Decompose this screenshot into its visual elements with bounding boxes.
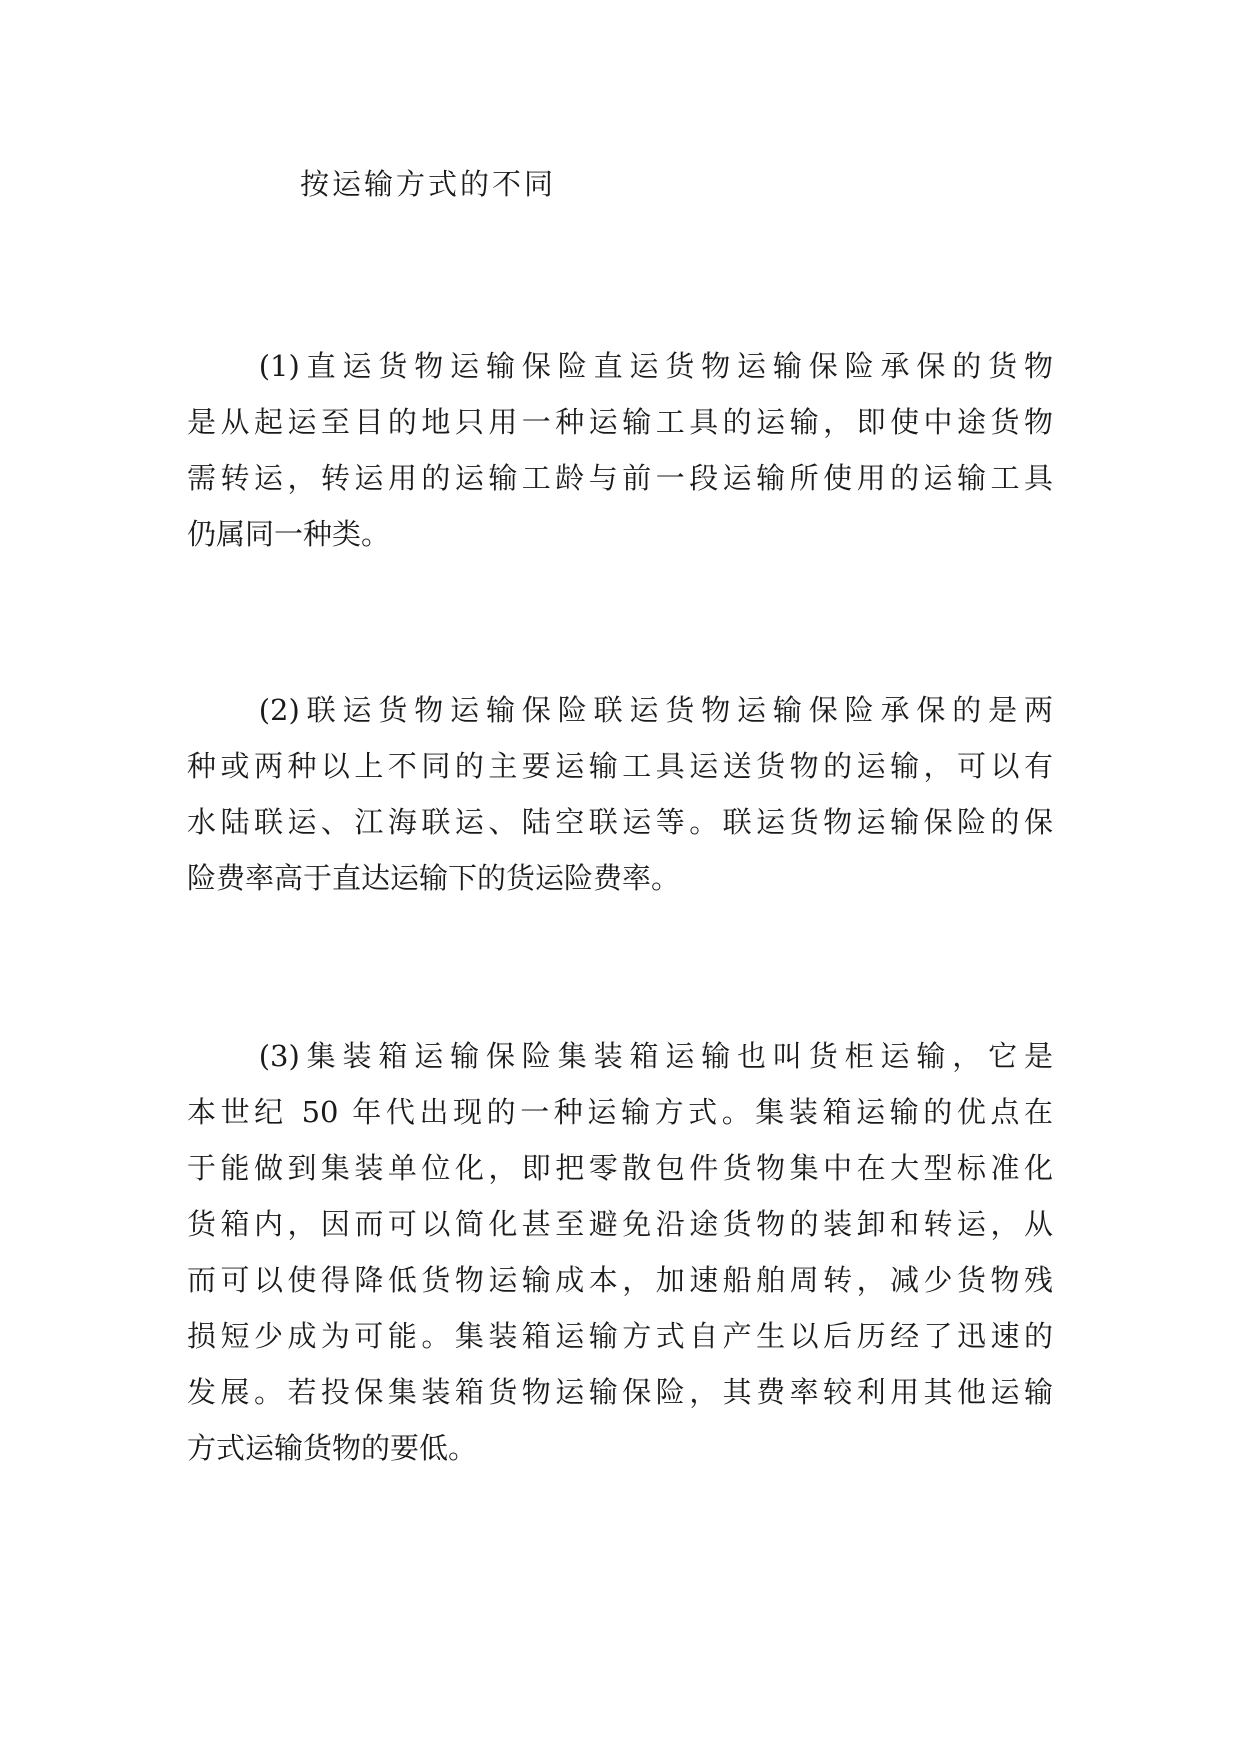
paragraph-line: 水陆联运、江海联运、陆空联运等。联运货物运输保险的保 [187,805,1053,839]
paragraph-line: 发展。若投保集装箱货物运输保险，其费率较利用其他运输 [187,1375,1053,1409]
section-heading: 按运输方式的不同 [300,167,557,201]
paragraph-line: 种或两种以上不同的主要运输工具运送货物的运输，可以有 [187,749,1053,783]
paragraph-container-transport [187,1028,1053,1476]
paragraph-line: (1)直运货物运输保险直运货物运输保险承保的货物 [187,349,1053,383]
paragraph-line: 而可以使得降低货物运输成本，加速船舶周转，减少货物残 [187,1263,1053,1297]
paragraph-line: 损短少成为可能。集装箱运输方式自产生以后历经了迅速的 [187,1319,1053,1353]
paragraph-line: 是从起运至目的地只用一种运输工具的运输，即使中途货物 [187,405,1053,439]
paragraph-line: 于能做到集装单位化，即把零散包件货物集中在大型标准化 [187,1151,1053,1185]
paragraph-line: 险费率高于直达运输下的货运险费率。 [187,861,681,895]
paragraph-line: 需转运，转运用的运输工龄与前一段运输所使用的运输工具 [187,461,1053,495]
paragraph-line: 货箱内，因而可以简化甚至避免沿途货物的装卸和转运，从 [187,1207,1053,1241]
paragraph-combined-transport [187,682,1053,906]
paragraph-line: (3)集装箱运输保险集装箱运输也叫货柜运输，它是 [187,1039,1053,1073]
paragraph-line: 仍属同一种类。 [187,517,391,551]
paragraph-line: 本世纪 50 年代出现的一种运输方式。集装箱运输的优点在 [187,1095,1053,1129]
paragraph-line: 方式运输货物的要低。 [187,1431,478,1465]
paragraph-direct-transport [187,338,1053,562]
paragraph-line: (2)联运货物运输保险联运货物运输保险承保的是两 [187,693,1053,727]
